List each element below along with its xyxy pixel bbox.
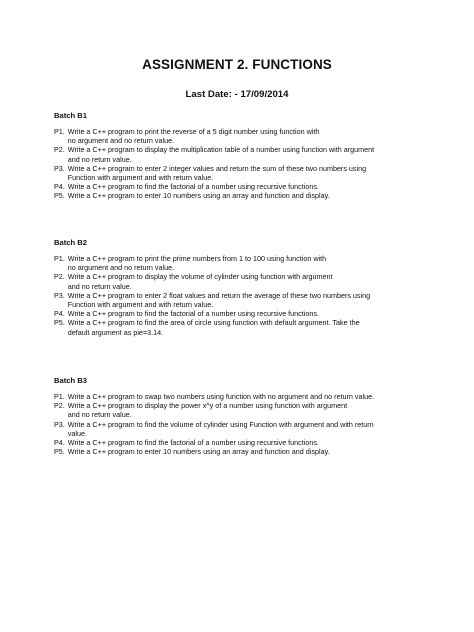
problem-text: Write a C++ program to display the power x^y of a number using function with argument and no return value. [67,401,348,420]
batch-b1-section [54,111,434,201]
last-date: Last Date: - 17/09/2014 [185,89,289,100]
problem-item [54,191,434,200]
problem-item [54,392,434,401]
problem-number: P3. [54,163,65,173]
problem-number: P5. [54,191,65,201]
problem-number: P3. [54,419,65,429]
problem-text: Write a C++ program to print the reverse of a 5 digit number using function with no argument and no return value. [67,127,320,146]
problem-item [54,401,434,419]
problem-item [54,254,434,272]
problem-item [54,309,434,318]
problem-text: Write a C++ program to display the multiplication table of a number using function with argument and no return value. [67,145,375,164]
problem-list [54,127,434,201]
problem-list [54,254,434,337]
problem-number: P2. [54,401,65,411]
problem-text: Write a C++ program to enter 10 numbers using an array and function and display. [67,191,330,201]
problem-text: Write a C++ program to find the volume of cylinder using Function with argument and with return value. [67,419,374,438]
problem-item [54,272,434,290]
problem-item [54,318,434,336]
problem-number: P3. [54,290,65,300]
problem-item [54,127,434,145]
problem-number: P4. [54,438,65,448]
problem-item [54,182,434,191]
problem-item [54,447,434,456]
problem-text: Write a C++ program to display the volume of cylinder using function with argument and no return value. [67,272,333,291]
document-title: ASSIGNMENT 2. FUNCTIONS [142,57,332,72]
batch-b3-section [54,376,434,456]
problem-number: P1. [54,254,65,263]
problem-text: Write a C++ program to enter 10 numbers using an array and function and display. [67,447,330,457]
problem-text: Write a C++ program to find the area of circle using function with default argument. Take the default argument as pie=3.14. [67,318,360,337]
problem-text: Write a C++ program to find the factorial of a number using recursive functions. [67,438,319,448]
problem-number: P4. [54,309,65,319]
problem-text: Write a C++ program to enter 2 float values and return the average of these two numbers using Function with argument and with return value. [67,290,371,310]
problem-number: P5. [54,447,65,457]
problem-text: Write a C++ program to swap two numbers using function with no argument and no return value. [67,392,375,401]
problem-item [54,420,434,438]
problem-number: P1. [54,392,65,401]
problem-text: Write a C++ program to enter 2 integer values and return the sum of these two numbers using Function with argument and with return value. [67,163,367,183]
problem-number: P2. [54,272,65,282]
problem-item [54,291,434,309]
batch-title: Batch B1 [54,111,87,120]
problem-list [54,392,434,456]
problem-item [54,145,434,163]
batch-title: Batch B3 [54,376,87,385]
batch-b2-section [54,238,434,337]
problem-item [54,164,434,182]
problem-text: Write a C++ program to find the factorial of a number using recursive functions. [67,309,319,319]
problem-number: P5. [54,318,65,328]
problem-item [54,438,434,447]
problem-number: P2. [54,145,65,155]
batch-title: Batch B2 [54,238,87,247]
problem-number: P1. [54,127,65,136]
problem-text: Write a C++ program to find the factorial of a number using recursive functions. [67,182,319,192]
problem-number: P4. [54,182,65,192]
problem-text: Write a C++ program to print the prime numbers from 1 to 100 using function with no argument and no return value. [67,254,327,273]
